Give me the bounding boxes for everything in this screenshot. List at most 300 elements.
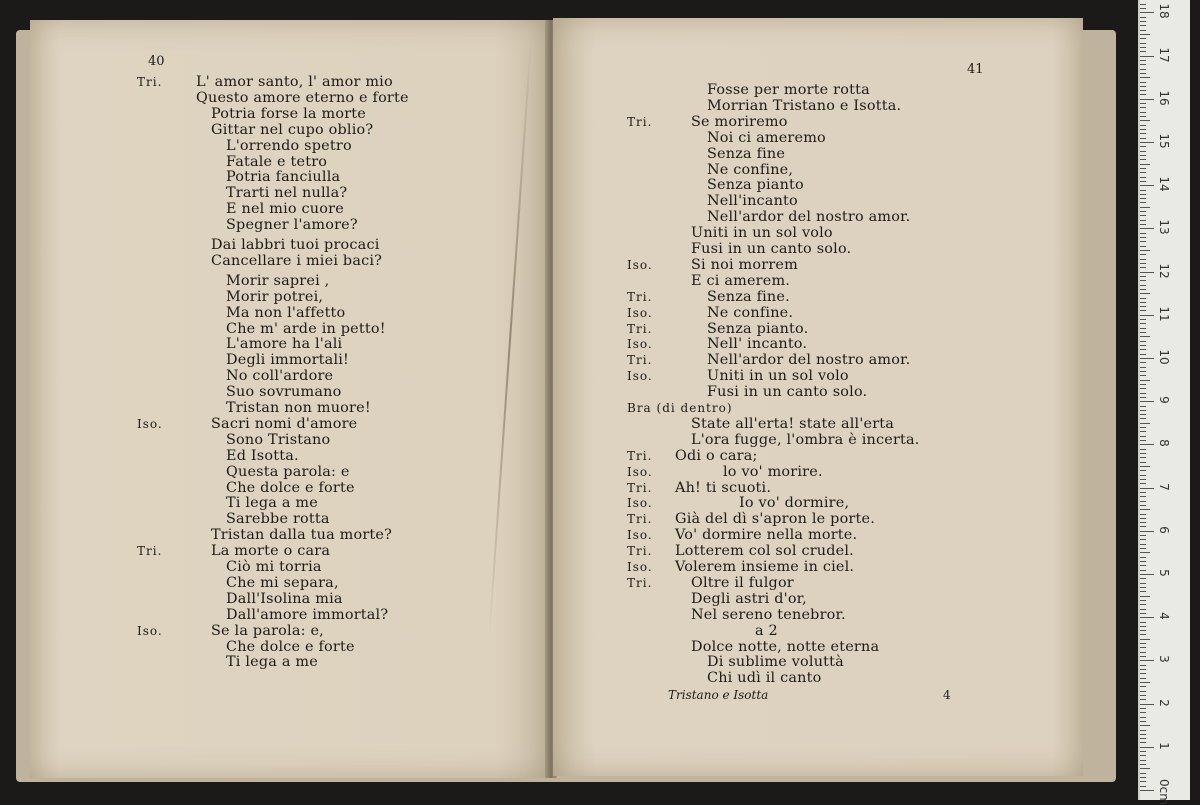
ruler-tick (1140, 198, 1146, 199)
ruler-tick (1140, 172, 1146, 173)
ruler-tick (1140, 492, 1146, 493)
measuring-ruler (1138, 0, 1190, 805)
ruler-tick (1140, 786, 1146, 787)
ruler-tick (1140, 388, 1146, 389)
ruler-tick (1140, 228, 1154, 229)
ruler-tick (1140, 423, 1150, 424)
ruler-tick (1140, 280, 1146, 281)
ruler-number: 18 (1157, 3, 1171, 20)
speaker-label: Tri. (627, 512, 653, 527)
ruler-tick (1140, 86, 1146, 87)
verse-line: a 2 (755, 622, 778, 639)
ruler-tick (1140, 38, 1146, 39)
verse-line: Volerem insieme in ciel. (675, 559, 855, 575)
ruler-tick (1140, 436, 1146, 437)
ruler-tick (1140, 738, 1146, 739)
ruler-tick (1140, 613, 1146, 614)
left-page (30, 20, 548, 778)
ruler-tick (1140, 332, 1146, 333)
ruler-tick (1140, 142, 1154, 143)
ruler-tick (1140, 306, 1146, 307)
ruler-tick (1140, 151, 1146, 152)
ruler-tick (1140, 30, 1146, 31)
verse-line: Nell'ardor del nostro amor. (707, 352, 911, 369)
verse-line: Ti lega a me (226, 495, 318, 512)
ruler-tick (1140, 647, 1146, 648)
speaker-label: Iso. (627, 369, 653, 384)
ruler-tick (1140, 215, 1146, 216)
ruler-tick (1140, 375, 1146, 376)
ruler-tick (1140, 155, 1146, 156)
verse-line: Potria fanciulla (226, 169, 341, 186)
ruler-tick (1140, 475, 1146, 476)
ruler-tick (1140, 630, 1146, 631)
ruler-tick (1140, 453, 1146, 454)
ruler-tick (1140, 496, 1146, 497)
verse-line: No coll'ardore (226, 368, 334, 385)
ruler-tick (1140, 479, 1146, 480)
ruler-tick (1140, 336, 1150, 337)
ruler-tick (1140, 220, 1146, 221)
ruler-tick (1140, 224, 1146, 225)
ruler-tick (1140, 8, 1146, 9)
ruler-tick (1140, 319, 1146, 320)
ruler-tick (1140, 267, 1146, 268)
verse-line: Di sublime voluttà (707, 654, 844, 671)
footer-title: Tristano e Isotta (668, 688, 769, 702)
ruler-tick (1140, 73, 1146, 74)
ruler-tick (1140, 660, 1154, 661)
ruler-tick (1140, 440, 1146, 441)
verse-line: Dolce notte, notte eterna (691, 638, 880, 655)
ruler-tick (1140, 526, 1146, 527)
ruler-tick (1140, 626, 1146, 627)
ruler-tick (1140, 505, 1146, 506)
verse-line: Sarebbe rotta (226, 511, 330, 528)
ruler-tick (1140, 194, 1146, 195)
ruler-tick (1140, 47, 1146, 48)
verse-line: Questo amore eterno e forte (196, 89, 409, 106)
ruler-tick (1140, 557, 1146, 558)
ruler-number: 6 (1157, 525, 1171, 534)
ruler-tick (1140, 604, 1146, 605)
ruler-tick (1140, 717, 1146, 718)
speaker-label: Tri. (627, 480, 653, 495)
ruler-tick (1140, 691, 1146, 692)
verse-line: Gittar nel cupo oblio? (211, 121, 374, 138)
verse-line: Ma non l'affetto (226, 304, 346, 321)
ruler-tick (1140, 747, 1154, 748)
ruler-tick (1140, 298, 1146, 299)
verse-line: Nell' incanto. (707, 336, 808, 353)
ruler-tick (1140, 56, 1154, 57)
verse-line: Fosse per morte rotta (707, 82, 870, 98)
page-crease (488, 40, 532, 639)
ruler-tick (1140, 777, 1146, 778)
ruler-tick (1140, 531, 1154, 532)
ruler-number: 5 (1157, 569, 1171, 577)
ruler-tick (1140, 328, 1146, 329)
verse-line: Fatale e tetro (226, 153, 328, 170)
ruler-tick (1140, 444, 1154, 445)
ruler-tick (1140, 358, 1154, 359)
page-number-right: 41 (967, 62, 984, 77)
ruler-tick (1140, 790, 1154, 791)
speaker-label: Tri. (627, 114, 653, 129)
ruler-tick (1140, 254, 1146, 255)
ruler-tick (1140, 241, 1146, 242)
ruler-tick (1140, 384, 1146, 385)
ruler-tick (1140, 43, 1146, 44)
ruler-tick (1140, 514, 1146, 515)
ruler-tick (1140, 302, 1146, 303)
speaker-label: Iso. (627, 560, 653, 574)
verse-line: Morrian Tristano e Isotta. (707, 97, 902, 114)
verse-line: Ti lega a me (226, 654, 318, 671)
ruler-number: 9 (1157, 396, 1171, 404)
ruler-tick (1140, 185, 1154, 186)
verse-line: Io vo' dormire, (739, 495, 850, 512)
ruler-tick (1140, 345, 1146, 346)
verse-line: Ne confine. (707, 304, 794, 321)
ruler-number: 2 (1157, 698, 1171, 707)
ruler-tick (1140, 82, 1146, 83)
ruler-tick (1140, 449, 1146, 450)
ruler-tick (1140, 462, 1146, 463)
ruler-tick (1140, 168, 1146, 169)
ruler-tick (1140, 237, 1146, 238)
ruler-tick (1140, 773, 1146, 774)
ruler-tick (1140, 509, 1150, 510)
ruler-tick (1140, 120, 1150, 121)
ruler-tick (1140, 565, 1146, 566)
verse-line: L' amor santo, l' amor mio (196, 74, 393, 90)
ruler-tick (1140, 146, 1146, 147)
ruler-tick (1140, 686, 1146, 687)
ruler-tick (1140, 751, 1146, 752)
verse-line: Questa parola: e (226, 463, 350, 480)
ruler-tick (1140, 190, 1146, 191)
ruler-tick (1140, 69, 1146, 70)
ruler-tick (1140, 315, 1154, 316)
ruler-tick (1140, 488, 1154, 489)
ruler-tick (1140, 289, 1146, 290)
ruler-tick (1140, 617, 1154, 618)
ruler-tick (1140, 734, 1146, 735)
ruler-tick (1140, 470, 1146, 471)
ruler-tick (1140, 259, 1146, 260)
verse-line: Cancellare i miei baci? (211, 252, 383, 269)
ruler-tick (1140, 561, 1146, 562)
ruler-tick (1140, 233, 1146, 234)
speaker-label: Iso. (137, 623, 163, 638)
ruler-tick (1140, 202, 1146, 203)
verse-line: Trarti nel nulla? (226, 185, 348, 202)
verse-line: Spegner l'amore? (226, 217, 358, 234)
ruler-tick (1140, 246, 1146, 247)
verse-line: Nell'incanto (707, 193, 798, 210)
ruler-tick (1140, 164, 1150, 165)
ruler-tick (1140, 682, 1150, 683)
ruler-number: 8 (1157, 439, 1171, 448)
ruler-tick (1140, 64, 1146, 65)
ruler-tick (1140, 4, 1146, 5)
ruler-tick (1140, 60, 1146, 61)
verse-line: Uniti in un sol volo (691, 225, 833, 242)
speaker-label: Bra (di dentro) (627, 401, 733, 415)
ruler-tick (1140, 712, 1146, 713)
ruler-number: 12 (1157, 262, 1171, 279)
ruler-tick (1140, 548, 1146, 549)
speaker-label: Iso. (627, 464, 653, 479)
ruler-tick (1140, 12, 1154, 13)
ruler-tick (1140, 349, 1146, 350)
ruler-tick (1140, 535, 1146, 536)
verse-line: lo vo' morire. (723, 463, 823, 480)
ruler-tick (1140, 34, 1150, 35)
verse-line: Se moriremo (691, 113, 788, 130)
ruler-tick (1140, 704, 1154, 705)
ruler-tick (1140, 609, 1146, 610)
ruler-tick (1140, 371, 1146, 372)
verse-line: Che dolce e forte (226, 638, 355, 655)
verse-line: Ah! ti scuoti. (675, 479, 772, 496)
verse-line: Odi o cara; (675, 447, 758, 464)
ruler-tick (1140, 669, 1146, 670)
verse-line: Che m' arde in petto! (226, 320, 386, 337)
ruler-tick (1140, 755, 1146, 756)
ruler-tick (1140, 125, 1146, 126)
verse-line: Ed Isotta. (226, 447, 299, 464)
ruler-number: 1 (1157, 741, 1171, 750)
ruler-tick (1140, 466, 1150, 467)
ruler-tick (1140, 427, 1146, 428)
ruler-tick (1140, 116, 1146, 117)
verse-line: Che dolce e forte (226, 479, 355, 496)
speaker-label: Tri. (627, 448, 653, 463)
verse-line: Degli astri d'or, (691, 590, 807, 607)
ruler-number: 7 (1157, 482, 1171, 491)
ruler-tick (1140, 544, 1146, 545)
ruler-tick (1140, 406, 1146, 407)
ruler-tick (1140, 725, 1150, 726)
verse-line: Uniti in un sol volo (707, 368, 849, 385)
verse-line: Nel sereno tenebror. (691, 606, 846, 623)
ruler-tick (1140, 768, 1150, 769)
verse-line: Fusi in un canto solo. (707, 384, 868, 401)
ruler-tick (1140, 570, 1146, 571)
verse-line: Senza fine. (707, 288, 790, 305)
ruler-number: 14 (1157, 176, 1171, 192)
ruler-tick (1140, 457, 1146, 458)
ruler-tick (1140, 380, 1150, 381)
ruler-number: 17 (1157, 46, 1171, 63)
ruler-tick (1140, 665, 1146, 666)
verse-line: Morir saprei , (226, 272, 330, 289)
verse-line: La morte o cara (211, 543, 331, 560)
ruler-tick (1140, 272, 1154, 273)
speaker-label: Iso. (627, 528, 653, 543)
ruler-tick (1140, 721, 1146, 722)
ruler-tick (1140, 574, 1154, 575)
ruler-tick (1140, 656, 1146, 657)
ruler-tick (1140, 211, 1146, 212)
speaker-label: Tri. (627, 544, 653, 559)
ruler-tick (1140, 695, 1146, 696)
ruler-tick (1140, 21, 1146, 22)
ruler-tick (1140, 578, 1146, 579)
ruler-tick (1140, 207, 1150, 208)
ruler-tick (1140, 129, 1146, 130)
ruler-number: 11 (1157, 306, 1171, 322)
ruler-tick (1140, 742, 1146, 743)
ruler-tick (1140, 159, 1146, 160)
ruler-tick (1140, 107, 1146, 108)
ruler-tick (1140, 323, 1146, 324)
verse-line: Senza fine (707, 145, 786, 162)
verse-line: Senza pianto. (707, 320, 809, 337)
speaker-label: Tri. (627, 575, 653, 590)
verse-line: Tristan dalla tua morte? (211, 527, 393, 544)
ruler-tick (1140, 181, 1146, 182)
ruler-number: 13 (1157, 219, 1171, 236)
verse-line: Vo' dormire nella morte. (675, 527, 858, 544)
ruler-tick (1140, 591, 1146, 592)
verse-line: Fusi in un canto solo. (691, 241, 852, 257)
verse-line: Se la parola: e, (211, 622, 324, 639)
verse-line: Degli immortali! (226, 352, 350, 369)
ruler-tick (1140, 414, 1146, 415)
ruler-tick (1140, 431, 1146, 432)
speaker-label: Iso. (627, 305, 653, 320)
ruler-tick (1140, 760, 1146, 761)
verse-line: Che mi separa, (226, 574, 339, 591)
ruler-tick (1140, 293, 1150, 294)
verse-line: Dai labbri tuoi procaci (211, 237, 380, 253)
ruler-tick (1140, 781, 1146, 782)
ruler-tick (1140, 276, 1146, 277)
ruler-tick (1140, 112, 1146, 113)
ruler-tick (1140, 367, 1146, 368)
ruler-number: 16 (1157, 90, 1171, 106)
verse-line: Sono Tristano (226, 431, 331, 448)
ruler-number: 10 (1157, 349, 1171, 365)
verse-line: L'orrendo spetro (226, 137, 352, 154)
ruler-tick (1140, 539, 1146, 540)
ruler-tick (1140, 410, 1146, 411)
page-number-left: 40 (148, 54, 165, 69)
ruler-tick (1140, 393, 1146, 394)
ruler-tick (1140, 518, 1146, 519)
speaker-label: Tri. (627, 321, 653, 336)
ruler-tick (1140, 764, 1146, 765)
right-page (553, 18, 1083, 776)
verse-line: Dall'amore immortal? (226, 606, 389, 623)
ruler-tick (1140, 103, 1146, 104)
speaker-label: Tri. (627, 353, 653, 368)
verse-line: Potria forse la morte (211, 105, 366, 122)
speaker-label: Iso. (627, 337, 653, 352)
verse-line: E nel mio cuore (226, 201, 344, 218)
verse-line: E ci amerem. (691, 272, 791, 289)
ruler-number: 15 (1157, 133, 1171, 149)
verse-line: L'amore ha l'ali (226, 336, 343, 353)
verse-line: Morir potrei, (226, 288, 324, 305)
ruler-tick (1140, 643, 1146, 644)
verse-line: Suo sovrumano (226, 384, 342, 401)
ruler-tick (1140, 600, 1146, 601)
verse-line: Sacri nomi d'amore (211, 415, 358, 432)
signature-mark: 4 (943, 688, 951, 702)
verse-line: Chi udì il canto (707, 670, 822, 687)
ruler-tick (1140, 699, 1146, 700)
ruler-tick (1140, 708, 1146, 709)
ruler-tick (1140, 678, 1146, 679)
ruler-tick (1140, 177, 1146, 178)
verse-line: Si noi morrem (691, 256, 798, 273)
ruler-tick (1140, 522, 1146, 523)
ruler-tick (1140, 622, 1146, 623)
ruler-tick (1140, 285, 1146, 286)
ruler-tick (1140, 596, 1150, 597)
ruler-number: 3 (1157, 655, 1171, 664)
ruler-tick (1140, 401, 1154, 402)
verse-line: Nell'ardor del nostro amor. (707, 209, 911, 226)
verse-line: State all'erta! state all'erta (691, 415, 895, 432)
ruler-tick (1140, 99, 1154, 100)
ruler-tick (1140, 652, 1146, 653)
ruler-tick (1140, 341, 1146, 342)
ruler-tick (1140, 90, 1146, 91)
speaker-label: Iso. (627, 257, 653, 272)
speaker-label: Tri. (137, 544, 163, 559)
ruler-tick (1140, 77, 1150, 78)
ruler-number: 4 (1157, 612, 1171, 620)
ruler-tick (1140, 483, 1146, 484)
verse-line: L'ora fugge, l'ombra è incerta. (691, 431, 920, 448)
verse-line: Oltre il fulgor (691, 574, 794, 591)
ruler-tick (1140, 639, 1150, 640)
ruler-tick (1140, 418, 1146, 419)
verse-line: Dall'Isolina mia (226, 590, 343, 607)
ruler-tick (1140, 263, 1146, 264)
ruler-tick (1140, 133, 1146, 134)
verse-line: Ne confine, (707, 161, 794, 178)
verse-line: Senza pianto (707, 177, 804, 194)
speaker-label: Iso. (627, 496, 653, 511)
ruler-tick (1140, 634, 1146, 635)
ruler-tick (1140, 25, 1146, 26)
verse-line: Tristan non muore! (226, 400, 371, 416)
speaker-label: Iso. (137, 416, 163, 431)
speaker-label: Tri. (627, 289, 653, 304)
ruler-tick (1140, 51, 1146, 52)
ruler-tick (1140, 552, 1150, 553)
verse-line: Già del dì s'apron le porte. (675, 511, 875, 528)
ruler-number: 0cm (1157, 779, 1171, 805)
ruler-tick (1140, 94, 1146, 95)
verse-line: Noi ci ameremo (707, 129, 826, 146)
ruler-tick (1140, 354, 1146, 355)
ruler-tick (1140, 397, 1146, 398)
ruler-tick (1140, 583, 1146, 584)
speaker-label: Tri. (137, 75, 163, 89)
ruler-tick (1140, 730, 1146, 731)
ruler-tick (1140, 17, 1146, 18)
verse-line: Lotterem col sol crudel. (675, 543, 854, 560)
verse-line: Ciò mi torria (226, 559, 322, 575)
ruler-tick (1140, 501, 1146, 502)
